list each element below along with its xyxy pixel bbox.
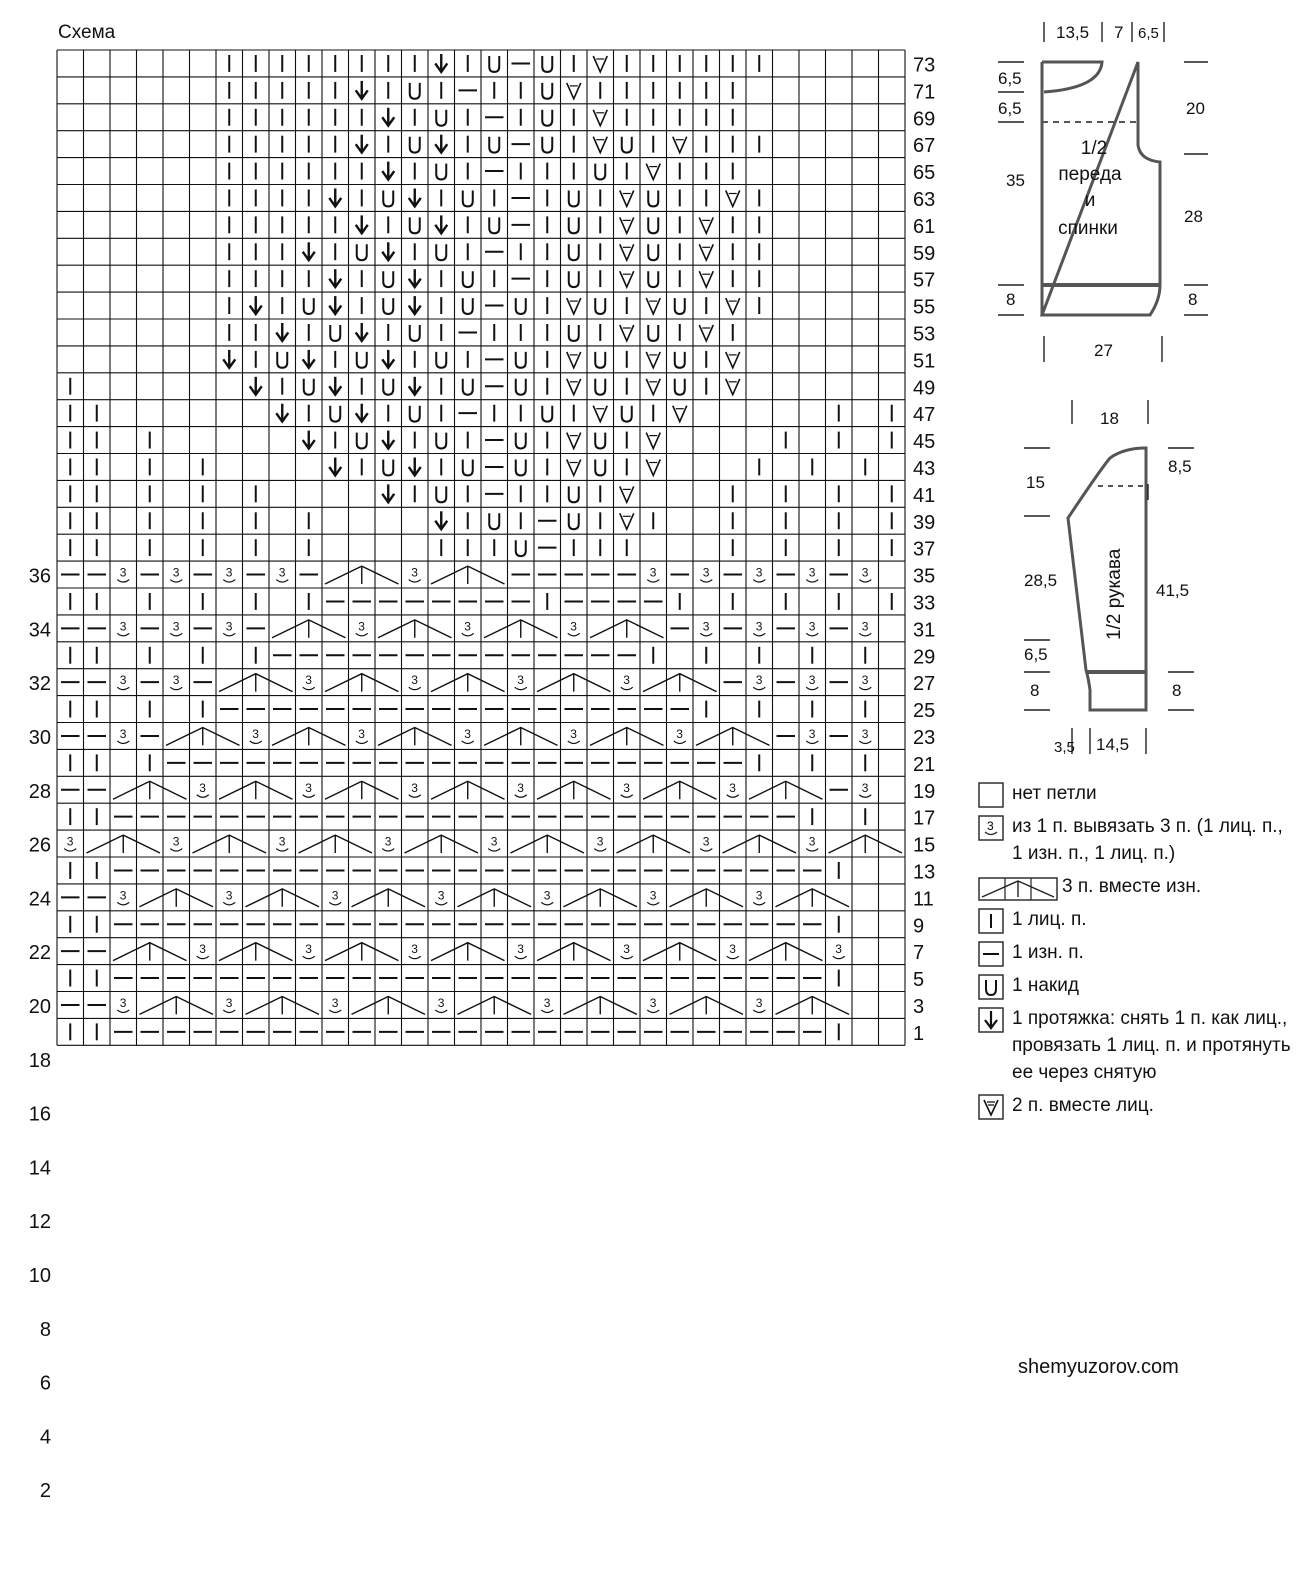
row-number-left: 32: [28, 673, 51, 696]
row-number-right: 27: [913, 673, 936, 696]
row-number-left: 24: [28, 888, 51, 911]
legend-row-purl: [978, 939, 1298, 966]
make-three-symbol: 3: [305, 673, 312, 688]
make-three-symbol: 3: [225, 888, 233, 903]
row-number-left: 12: [28, 1211, 51, 1234]
row-number-right: 3: [913, 995, 925, 1018]
row-number-right: 23: [913, 726, 936, 749]
body-right-dim-2: 28: [1184, 207, 1203, 226]
row-number-left: 30: [28, 726, 51, 749]
row-number-left: 20: [28, 995, 51, 1018]
make-three-symbol: 3: [252, 726, 259, 741]
body-right-dim-3: 8: [1188, 290, 1198, 309]
row-number-right: 41: [913, 484, 936, 507]
row-number-right: 61: [913, 215, 936, 238]
body-label-line-1: 1/2: [1080, 138, 1108, 159]
make-three-symbol: 3: [305, 942, 312, 957]
legend-row-knit: [978, 906, 1298, 933]
make-three-symbol: 3: [384, 834, 392, 849]
legend-text-purl: 1 изн. п.: [1012, 942, 1084, 963]
row-number-left: 26: [28, 834, 51, 857]
body-top-dim-2: 7: [1114, 23, 1124, 42]
row-number-right: 65: [913, 162, 936, 185]
row-number-right: 5: [913, 969, 925, 992]
row-number-right: 47: [913, 404, 936, 427]
make-three-symbol: 3: [808, 673, 816, 688]
make-three-symbol: 3: [119, 565, 127, 580]
make-three-symbol: 3: [543, 888, 551, 903]
legend-text-k2tog: 2 п. вместе лиц.: [1012, 1095, 1154, 1116]
row-number-right: 57: [913, 269, 936, 292]
make-three-symbol: 3: [808, 726, 816, 741]
make-three-symbol: 3: [755, 619, 763, 634]
body-left-dim-3: 35: [1006, 171, 1025, 190]
make-three-symbol: 3: [517, 780, 524, 795]
sleeve-left-dim-2: 28,5: [1024, 571, 1058, 590]
make-three-symbol: 3: [172, 673, 180, 688]
sleeve-left-dim-4: 8: [1030, 681, 1040, 700]
body-label-line-3: и: [1084, 190, 1096, 211]
row-number-right: 39: [913, 511, 936, 534]
row-number-right: 69: [913, 108, 936, 131]
row-number-right: 19: [913, 780, 936, 803]
legend-text-empty: нет петли: [1012, 783, 1097, 804]
make-three-symbol: 3: [172, 834, 180, 849]
make-three-symbol: 3: [702, 565, 710, 580]
row-number-right: 53: [913, 323, 936, 346]
make-three-symbol: 3: [861, 673, 869, 688]
row-number-right: 15: [913, 834, 936, 857]
body-left-dim-4: 8: [1006, 290, 1016, 309]
make-three-symbol: 3: [755, 673, 763, 688]
body-bottom-dim: 27: [1094, 341, 1113, 360]
row-number-right: 43: [913, 457, 936, 480]
make-three-symbol: 3: [331, 995, 339, 1010]
make-three-symbol: 3: [199, 780, 206, 795]
make-three-symbol: 3: [119, 995, 127, 1010]
legend-row-three: [978, 813, 1298, 867]
row-number-right: 71: [913, 81, 936, 104]
legend-row-empty: [978, 780, 1298, 807]
row-number-left: 14: [28, 1157, 51, 1180]
make-three-symbol: 3: [808, 565, 816, 580]
make-three-symbol: 3: [623, 673, 630, 688]
row-number-left: 28: [28, 780, 51, 803]
row-number-right: 73: [913, 54, 936, 77]
make-three-symbol: 3: [437, 888, 445, 903]
make-three-symbol: 3: [437, 995, 445, 1010]
legend-text-knit: 1 лиц. п.: [1012, 909, 1087, 930]
make-three-symbol: 3: [464, 726, 471, 741]
row-number-right: 59: [913, 242, 936, 265]
body-top-dim-3: 6,5: [1138, 25, 1159, 42]
legend-text-dec3: 3 п. вместе изн.: [1062, 876, 1202, 897]
row-number-right: 49: [913, 377, 936, 400]
make-three-symbol: 3: [835, 942, 842, 957]
make-three-symbol: 3: [861, 565, 869, 580]
row-number-left: 2: [39, 1480, 51, 1503]
row-number-right: 33: [913, 592, 936, 615]
make-three-symbol: 3: [543, 995, 551, 1010]
make-three-symbol: 3: [66, 834, 74, 849]
sleeve-right-dim-1: 8,5: [1168, 457, 1192, 476]
row-number-left: 22: [28, 942, 51, 965]
row-number-left: 4: [39, 1426, 51, 1449]
make-three-symbol: 3: [676, 726, 683, 741]
row-number-left: 8: [39, 1318, 51, 1341]
make-three-symbol: 3: [808, 834, 816, 849]
row-number-right: 17: [913, 807, 936, 830]
legend-row-k2tog: [978, 1092, 1298, 1119]
row-number-right: 35: [913, 565, 936, 588]
chart-title: Схема: [58, 22, 116, 43]
row-number-left: 34: [28, 619, 51, 642]
legend-row-ssk: [978, 1005, 1298, 1086]
make-three-symbol: 3: [225, 619, 233, 634]
body-right-dim-1: 20: [1186, 99, 1205, 118]
knit-two-together-icon: [978, 1094, 1004, 1120]
make-three-symbol: 3: [649, 565, 657, 580]
site-url: shemyuzorov.com: [1018, 1356, 1179, 1378]
make-three-symbol: 3: [411, 942, 418, 957]
make-three-icon: [978, 815, 1004, 841]
make-three-symbol: 3: [305, 780, 312, 795]
body-label-line-2: переда: [1058, 164, 1122, 185]
make-three-symbol: 3: [623, 942, 630, 957]
sleeve-right-dim-3: 8: [1172, 681, 1182, 700]
legend-text-ssk: 1 протяжка: снять 1 п. как лиц., провязать 1 лиц. п. и протянуть ее через снятую: [1012, 1008, 1291, 1083]
body-top-dim-1: 13,5: [1056, 23, 1090, 42]
make-three-symbol: 3: [861, 619, 869, 634]
make-three-symbol: 3: [411, 565, 418, 580]
row-number-right: 13: [913, 861, 936, 884]
make-three-symbol: 3: [517, 942, 524, 957]
sleeve-bottom-dim-1: 3,5: [1054, 739, 1075, 756]
make-three-symbol: 3: [570, 619, 577, 634]
make-three-symbol: 3: [411, 673, 418, 688]
make-three-symbol: 3: [331, 888, 339, 903]
make-three-symbol: 3: [278, 565, 286, 580]
make-three-symbol: 3: [119, 619, 127, 634]
row-number-right: 29: [913, 646, 936, 669]
make-three-symbol: 3: [808, 619, 816, 634]
make-three-symbol: 3: [358, 619, 365, 634]
body-left-dim-1: 6,5: [998, 69, 1022, 88]
make-three-symbol: 3: [570, 726, 577, 741]
purl-stitch-icon: [978, 941, 1004, 967]
empty-cell-icon: [978, 782, 1004, 808]
body-label-line-4: спинки: [1058, 218, 1118, 239]
yarn-over-icon: [978, 974, 1004, 1000]
sleeve-right-dim-2: 41,5: [1156, 581, 1190, 600]
make-three-symbol: 3: [278, 834, 286, 849]
make-three-symbol: 3: [464, 619, 471, 634]
row-number-right: 1: [913, 1022, 925, 1045]
make-three-symbol: 3: [172, 619, 180, 634]
make-three-symbol: 3: [172, 565, 180, 580]
make-three-symbol: 3: [702, 619, 710, 634]
legend-row-yo: [978, 972, 1298, 999]
make-three-symbol: 3: [729, 942, 736, 957]
row-number-left: 6: [39, 1372, 51, 1395]
purl-three-together-icon: [978, 875, 1058, 901]
svg-text:3: 3: [987, 819, 994, 833]
row-number-right: 51: [913, 350, 936, 373]
row-number-left: 36: [28, 565, 51, 588]
make-three-symbol: 3: [755, 995, 763, 1010]
legend-row-dec3: [978, 873, 1298, 900]
make-three-symbol: 3: [755, 565, 763, 580]
make-three-symbol: 3: [755, 888, 763, 903]
row-number-right: 37: [913, 538, 936, 561]
make-three-symbol: 3: [649, 888, 657, 903]
sleeve-left-dim-3: 6,5: [1024, 645, 1048, 664]
legend-text-yo: 1 накид: [1012, 975, 1079, 996]
row-number-right: 45: [913, 431, 936, 454]
row-number-left: 16: [28, 1103, 51, 1126]
make-three-symbol: 3: [199, 942, 206, 957]
make-three-symbol: 3: [119, 888, 127, 903]
knit-stitch-icon: [978, 908, 1004, 934]
sleeve-bottom-dim-2: 14,5: [1096, 735, 1130, 754]
row-number-right: 63: [913, 188, 936, 211]
row-number-right: 25: [913, 700, 936, 723]
row-number-left: 10: [28, 1264, 51, 1287]
row-number-right: 55: [913, 296, 936, 319]
slip-knit-pass-icon: [978, 1007, 1004, 1033]
make-three-symbol: 3: [623, 780, 630, 795]
make-three-symbol: 3: [119, 673, 127, 688]
make-three-symbol: 3: [861, 780, 869, 795]
make-three-symbol: 3: [517, 673, 524, 688]
legend-text-three: из 1 п. вывязать 3 п. (1 лиц. п., 1 изн. п., 1 лиц. п.): [1012, 816, 1283, 864]
make-three-symbol: 3: [358, 726, 365, 741]
make-three-symbol: 3: [225, 995, 233, 1010]
make-three-symbol: 3: [411, 780, 418, 795]
make-three-symbol: 3: [702, 834, 710, 849]
sleeve-left-dim-1: 15: [1026, 473, 1045, 492]
row-number-right: 67: [913, 135, 936, 158]
row-number-right: 21: [913, 753, 936, 776]
make-three-symbol: 3: [490, 834, 498, 849]
row-number-right: 31: [913, 619, 936, 642]
make-three-symbol: 3: [861, 726, 869, 741]
row-number-right: 7: [913, 942, 925, 965]
make-three-symbol: 3: [649, 995, 657, 1010]
legend: [978, 780, 1298, 1125]
make-three-symbol: 3: [729, 780, 736, 795]
make-three-symbol: 3: [225, 565, 233, 580]
sleeve-label: 1/2 рукава: [1104, 548, 1125, 640]
body-left-dim-2: 6,5: [998, 99, 1022, 118]
row-number-right: 11: [913, 888, 934, 911]
make-three-symbol: 3: [119, 726, 127, 741]
make-three-symbol: 3: [596, 834, 604, 849]
sleeve-top-dim: 18: [1100, 409, 1119, 428]
row-number-right: 9: [913, 915, 925, 938]
row-number-left: 18: [28, 1049, 51, 1072]
